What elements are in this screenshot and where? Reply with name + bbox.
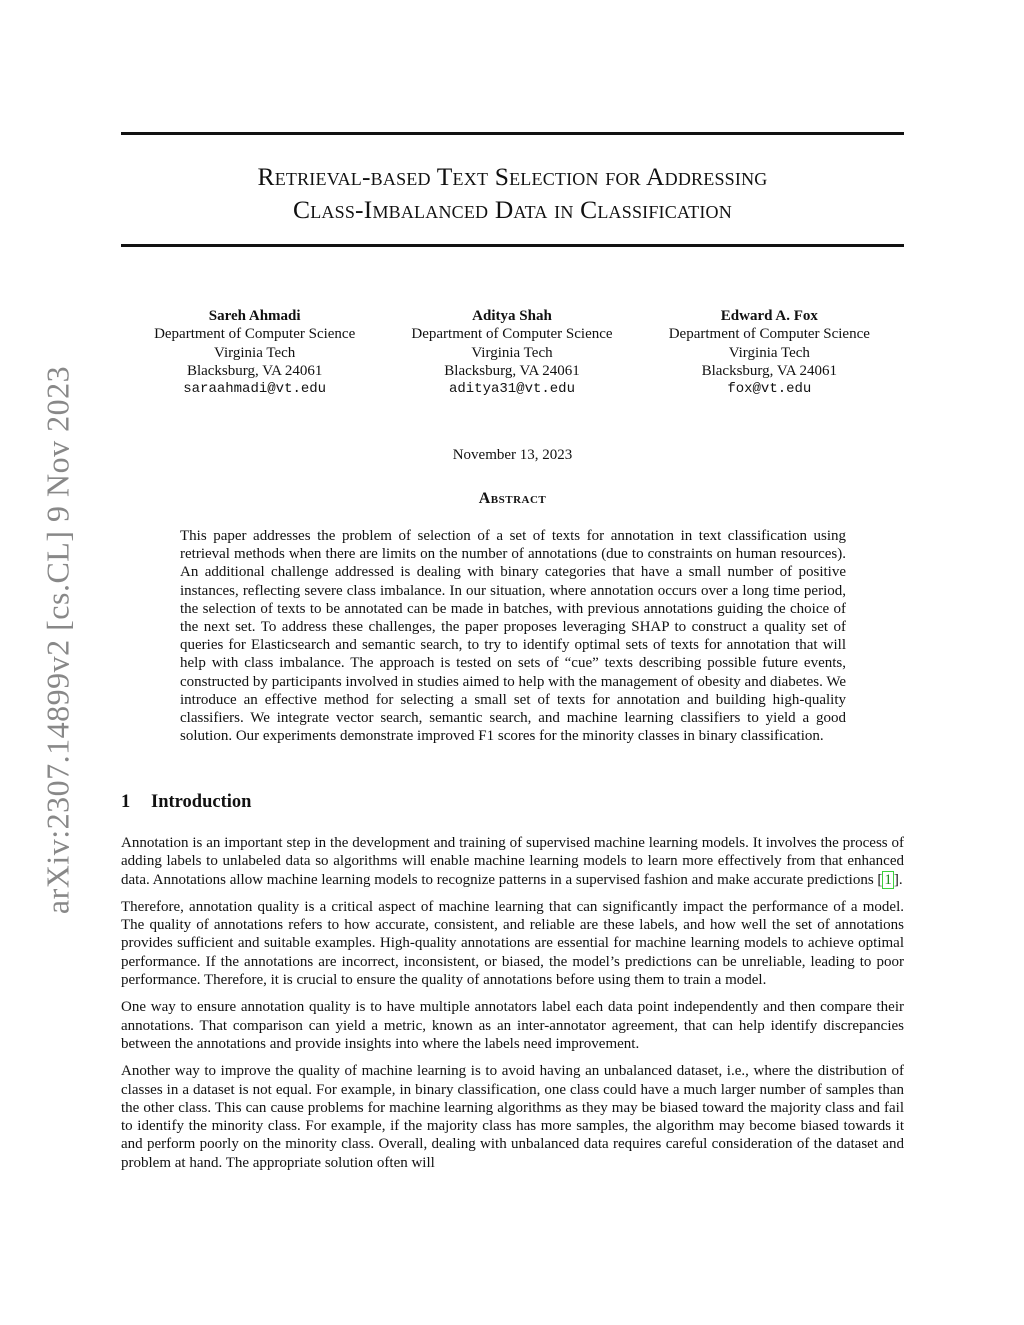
author-institution: Virginia Tech <box>728 344 810 361</box>
citation-link[interactable]: 1 <box>884 871 892 888</box>
title-rule-top <box>121 132 904 135</box>
abstract-heading: Abstract <box>478 490 547 507</box>
author-department: Department of Computer Science <box>154 326 356 343</box>
paragraph: One way to ensure annotation quality is to have multiple annotators label each data point independently and then compare their annotations. That comparison can yield a metric, known as an inter-annotator agreement, that can help identify discrepancies between the annotations and provide insights into where the labels need improvement. <box>121 999 904 1052</box>
author-address: Blacksburg, VA 24061 <box>444 362 580 379</box>
author-email[interactable]: fox@vt.edu <box>727 381 812 398</box>
abstract-text: This paper addresses the problem of selection of a set of texts for annotation in text classification using retrieval methods when there are limits on the number of annotations (due to constraints on human resources). An additional challenge addressed is dealing with binary categories that have a small number of positive instances, reflecting severe class imbalance. In our situation, where annotation occurs over a long time period, the selection of texts to be annotated can be made in batches, with previous annotations guiding the choice of the next set. To address these challenges, the paper proposes leveraging SHAP to construct a quality set of queries for Elasticsearch and semantic search, to try to identify optimal sets of texts for annotation that will help with class imbalance. The approach is tested on sets of “cue” texts describing possible future events, constructed by participants involved in studies aimed to help with the management of obesity and diabetes. We introduce an effective method for selecting a small set of texts for annotation and building high-quality classifiers. We integrate vector search, semantic search, and machine learning classifiers to yield a good solution. Our experiments demonstrate improved F1 scores for the minority classes in binary classification. <box>180 528 846 745</box>
author-name: Edward A. Fox <box>720 308 818 324</box>
section-number: 1 <box>121 792 131 812</box>
paragraph-text: Annotation is an important step in the development and training of supervised machine learning models. It involves the process of adding labels to unlabeled data so algorithms will enable machine learning models to learn more effectively from that enhanced data. Annotations allow machine learning models to recognize patterns in a supervised fashion and make accurate predictions <box>121 835 904 888</box>
author-name: Aditya Shah <box>472 308 552 324</box>
section-title: Introduction <box>151 792 252 812</box>
author-address: Blacksburg, VA 24061 <box>186 362 323 379</box>
body-text <box>121 834 904 1181</box>
paper-date: November 13, 2023 <box>452 447 573 463</box>
author-list <box>126 307 898 398</box>
paragraph: Annotation is an important step in the development and training of supervised machine learning models. It involves the process of adding labels to unlabeled data so algorithms will enable machine learning models to learn more effectively from that enhanced data. Annotations allow machine learning models to recognize patterns in a supervised fashion and make accurate predictions [ 1 ]. <box>121 835 904 888</box>
author-block <box>383 307 640 398</box>
title-line-1: Retrieval-based Text Selection for Addressing <box>257 162 768 191</box>
arxiv-stamp: arXiv:2307.14899v2 [cs.CL] 9 Nov 2023 <box>39 365 76 915</box>
paper-title <box>121 160 904 226</box>
author-block <box>126 307 383 398</box>
author-email[interactable]: aditya31@vt.edu <box>448 381 575 398</box>
author-department: Department of Computer Science <box>411 326 613 343</box>
author-address: Blacksburg, VA 24061 <box>701 362 838 379</box>
paragraph-end: . <box>898 871 903 888</box>
author-name: Sareh Ahmadi <box>208 308 301 324</box>
title-line-2: Class-Imbalanced Data in Classification <box>293 195 732 224</box>
title-rule-bottom <box>121 244 904 247</box>
author-department: Department of Computer Science <box>668 326 870 343</box>
author-block <box>641 307 898 398</box>
author-institution: Virginia Tech <box>214 344 296 361</box>
section-heading <box>121 792 251 813</box>
paragraph: Therefore, annotation quality is a critical aspect of machine learning that can significantly impact the performance of a model. The quality of annotations refers to how accurate, consistent, and reliable are these labels, and how well the set of annotations provides sufficient and suitable examples. High-quality annotations are essential for machine learning models to achieve optimal performance. If the annotations are incorrect, inconsistent, or biased, the model’s predictions can be unreliable, leading to poor performance. Therefore, it is crucial to ensure the quality of annotations before using them to train a model. <box>121 898 904 989</box>
author-institution: Virginia Tech <box>471 344 553 361</box>
paragraph: Another way to improve the quality of machine learning is to avoid having an unbalanced dataset, i.e., where the distribution of classes in a dataset is not equal. For example, in binary classification, one class could have a much larger number of samples than the other class. This can cause problems for machine learning algorithms as they may be biased toward the majority class and fail to identify the minority class. For example, if the majority class has more samples, the algorithm may become biased towards it and perform poorly on the minority class. Overall, dealing with unbalanced data requires careful consideration of the dataset and problem at hand. The appropriate solution often will <box>121 1063 904 1171</box>
author-email[interactable]: saraahmadi@vt.edu <box>183 381 327 398</box>
